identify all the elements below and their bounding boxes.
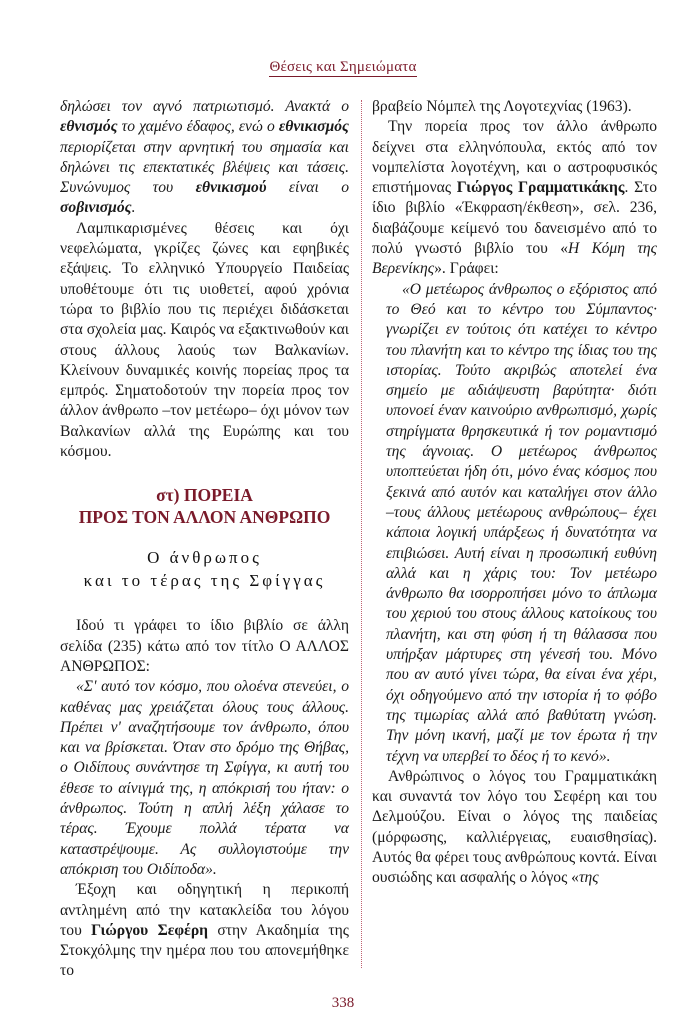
- text-run: δηλώσει τον αγνό πατριωτισμό. Ανακτά ο: [60, 98, 349, 115]
- running-head: [0, 58, 686, 76]
- name-giorgos-grammatikakis: Γιώργος Γραμματικάκης: [456, 179, 625, 197]
- text-run-italic: της: [578, 869, 599, 887]
- section-title-line-1: στ) ΠΟΡΕΙΑ: [156, 485, 253, 506]
- text-run: περιορίζεται στην αρνητική του σημασία και δηλώνει τις επεκτατικές βλέψεις και τάσεις. Συνώνυμος του: [60, 138, 349, 197]
- text-run: το χαμένο έδαφος, ενώ ο: [117, 118, 279, 136]
- term-ethnikismos: εθνικισμός: [278, 118, 349, 136]
- left-paragraph-2: Λαμπικαρισμένες θέσεις και όχι νεφελώματα, γκρίζες ζώνες και εφηβικές εξάψεις. Το ελληνικό Υπουργείο Παιδείας υποθέτουμε ότι τις υιοθετεί, αφού χρόνια τώρα το βιβλίο που τις περιέχει διδάσκεται στα σχολεία μας. Καιρός να εξακτινωθούν και στους άλλους λαούς των Βαλκανίων. Κλείνουν δυναμικές κοινής πορείας προς τα εμπρός. Σηματοδοτούν την πορεία προς τον άλλον άνθρωπο –τον μετέωρο– όχι μόνον των Βαλκανίων αλλά της Ευρώπης και του κόσμου.: [60, 219, 349, 461]
- text-run: στην Ακαδημία της Στοκχόλμης την ημέρα που του απονεμήθηκε το: [60, 921, 349, 980]
- running-head-title: Θέσεις και Σημειώματα: [269, 59, 417, 75]
- section-title: [60, 484, 349, 528]
- section-title-line-2: ΠΡΟΣ ΤΟΝ ΑΛΛΟΝ ΑΝΘΡΩΠΟ: [78, 507, 331, 528]
- text-run: .: [131, 199, 136, 217]
- name-giorgos-seferis: Γιώργου Σεφέρη: [91, 921, 209, 939]
- term-ethnikismou: εθνικισμού: [195, 179, 267, 197]
- left-column: [60, 97, 349, 982]
- seferis-quote: «Σ' αυτό τον κόσμο, που ολοένα στενεύει, ο καθένας μας χρειάζεται όλους τους άλλους. Πρέπει ν' αναζητήσουμε τον άνθρωπο, όπου και να βρίσκεται. Όταν στο δρόμο της Θήβας, ο Οιδίπους συνάντησε τη Σφίγγα, κι αυτή του έθεσε το αίνιγμά της, η απόκρισή του ήταν: ο άνθρωπος. Τούτη η απλή λέξη χάλασε το τέρας. Έχουμε πολλά τέρατα να καταστρέψουμε. Ας συλλογιστούμε την απόκριση του Οιδίποδα».: [60, 678, 349, 878]
- text-run: ». Γράφει:: [434, 260, 499, 278]
- right-paragraph-1: βραβείο Νόμπελ της Λογοτεχνίας (1963).: [372, 98, 632, 115]
- text-run: . Στο ίδιο βιβλίο «Έκφραση/έκθεση», σελ. 236, διαβάζουμε κείμενό του δανεισμένο από το πολύ γνωστό βιβλίο του «: [372, 179, 657, 258]
- left-paragraph-1: [60, 97, 349, 219]
- page-number: 338: [331, 995, 355, 1011]
- subtitle-line-2: και το τέρας της Σφίγγας: [83, 571, 326, 591]
- text-run: Ανθρώπινος ο λόγος του Γραμματικάκη και συναντά τον λόγο του Σεφέρη και του Δελμούζου. Είναι ο λόγος της παιδείας (μόρφωσης, καλλιέργειας, ευαισθησίας). Αυτός θα φέρει τους ανθρώπους κοντά. Είναι ουσιώδης και ασφαλής ο λόγος «: [372, 767, 657, 887]
- grammatikakis-quote: «Ο μετέωρος άνθρωπος ο εξόριστος από το Θεό και το κέντρο του Σύμπαντος· γνωρίζει εν τούτοις ότι κατέχει το κέντρο του πλανήτη και το κέντρο της ίδιας του της ιστορίας. Τούτο ακριβώς αποτελεί ένα σημείο με αδιάψευστη βαρύτητα· διότι υπονοεί έναν καινούριο ανθρωπισμό, χωρίς στηρίγματα θρησκευτικά ή τον ρομαντισμό της άγνοιας. Ο μετέωρος άνθρωπος υποπτεύεται ήδη ότι, μόνο ένας κόσμος που ξεκινά από αυτόν και καταλήγει στον άλλο –τους άλλους μετέωρους ανθρώπους– έχει κάποια λογική υπάρξεως ή δυνατότητα να επιβιώσει. Αυτή είναι η προσωπική ευθύνη αλλά και η χάρις του: Τον μετέωρο άνθρωπο θα ισορροπήσει μόνο το άπλωμα του χεριού του στους άλλους κατοίκους του πλανήτη, και στη φύση ή τη θάλασσα που υπήρξαν μάρτυρες στη γένεσή του. Μόνο που αν αυτό γίνει τώρα, θα είναι ένα χέρι, όχι οδηγούμενο από την ιστορία ή το φόβο της τιμωρίας αλλά από βαθύτατη γνώση. Την μόνη ικανή, μαζί με τον έρωτα ή την τέχνη να υπερβεί το δέος ή το κενό».: [386, 280, 657, 765]
- left-paragraph-4: [60, 880, 349, 981]
- term-sovinismos: σοβινισμός: [60, 199, 132, 217]
- text-run: Την πορεία προς τον άλλο άνθρωπο δείχνει στα ελληνόπουλα, εκτός από τον νομπελίστα λογοτέχνη, και ο αστροφυσικός επιστήμονας: [372, 118, 657, 197]
- subtitle-line-1: Ο άνθρωπος: [147, 548, 262, 568]
- left-paragraph-3: Ιδού τι γράφει το ίδιο βιβλίο σε άλλη σελίδα (235) κάτω από τον τίτλο Ο ΑΛΛΟΣ ΑΝΘΡΩΠΟΣ:: [60, 617, 349, 675]
- text-run: είναι ο: [266, 179, 349, 197]
- term-ethnismos: εθνισμός: [60, 118, 118, 136]
- column-divider: [361, 100, 362, 968]
- right-column: [372, 97, 657, 889]
- right-paragraph-3: [372, 767, 657, 889]
- section-subtitle: [60, 546, 349, 592]
- right-paragraph-2: [372, 117, 657, 279]
- text-run: Έξοχη και οδηγητική η περικοπή αντλημένη από την κατακλείδα του λόγου του: [60, 881, 349, 939]
- book-title: Η Κόμη της Βερενίκης: [372, 240, 657, 278]
